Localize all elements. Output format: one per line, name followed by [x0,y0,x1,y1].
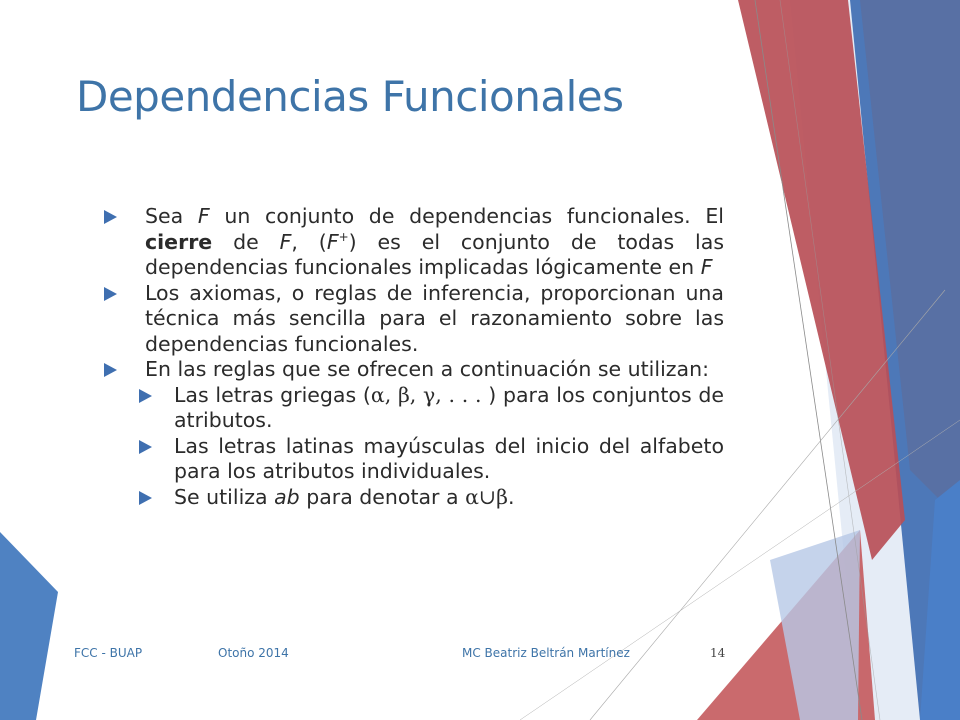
subbullet-text: Se utiliza ab para denotar a α∪β. [174,484,515,509]
subbullet-arrow-icon [139,440,152,454]
slide-title: Dependencias Funcionales [76,72,624,121]
footer-author: MC Beatriz Beltrán Martínez [462,646,630,660]
subbullet-arrow-icon [139,389,152,403]
slide-number: 14 [710,646,726,660]
subbullet-text: Las letras latinas mayúsculas del inicio del alfabeto para los atributos individuales. [174,433,724,483]
subbullet-item [139,434,724,485]
bullet-arrow-icon [104,210,117,224]
bullet-arrow-icon [104,287,117,301]
subbullet-text: Las letras griegas (α, β, γ, . . . ) para los conjuntos de atributos. [174,382,724,432]
footer-institution: FCC - BUAP [74,646,143,660]
bullet-text: Sea F un conjunto de dependencias funcionales. El cierre de F, (F+) es el conjunto de todas las dependencias funcionales implicadas lógicamente en F [145,204,725,279]
bullet-item [104,357,724,383]
bullet-text: En las reglas que se ofrecen a continuación se utilizan: [145,357,709,381]
footer-term: Otoño 2014 [218,646,289,660]
left-blue-triangle [0,532,58,720]
subbullet-arrow-icon [139,491,152,505]
bullet-arrow-icon [104,363,117,377]
slide-content [104,204,724,510]
subbullet-item [139,485,724,511]
bullet-item [104,204,724,281]
bullet-text: Los axiomas, o reglas de inferencia, proporcionan una técnica más sencilla para el razonamiento sobre las dependencias funcionales. [145,280,724,356]
bullet-item [104,281,724,358]
subbullet-item [139,383,724,434]
